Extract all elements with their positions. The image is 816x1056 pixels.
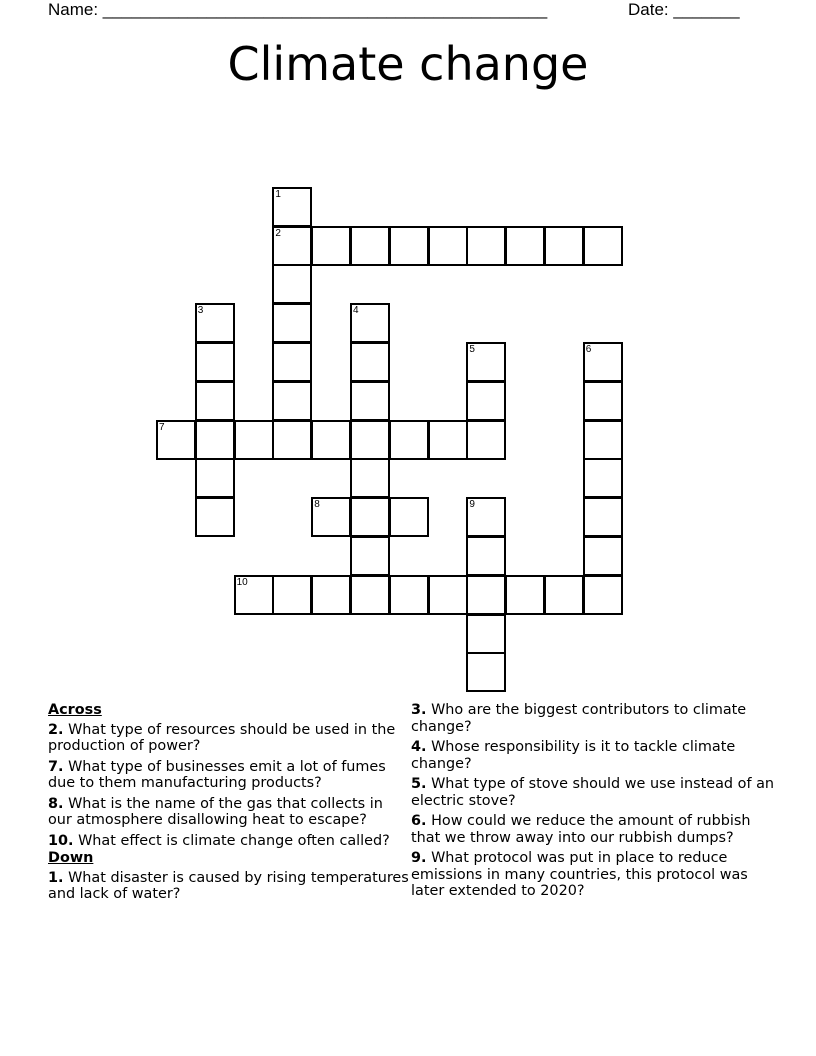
grid-cell[interactable]: [428, 226, 468, 266]
grid-cell[interactable]: [350, 342, 390, 382]
clue-down-5: [411, 776, 781, 809]
grid-cell[interactable]: [583, 420, 623, 460]
clue-text: What effect is climate change often called?: [78, 832, 390, 849]
clue-down-6: [411, 813, 781, 846]
grid-cell[interactable]: [505, 226, 545, 266]
grid-cell[interactable]: [350, 458, 390, 498]
grid-cell[interactable]: [350, 575, 390, 615]
grid-cell[interactable]: [583, 342, 623, 382]
grid-cell[interactable]: [350, 536, 390, 576]
grid-cell[interactable]: [272, 420, 312, 460]
clue-number-label: 6: [585, 344, 592, 355]
grid-cell[interactable]: [505, 575, 545, 615]
grid-cell[interactable]: [544, 226, 584, 266]
clue-text: What type of resources should be used in the production of power?: [48, 721, 396, 754]
clue-number-label: 10: [236, 576, 248, 588]
grid-cell[interactable]: [234, 575, 274, 615]
clue-down-4: [411, 739, 781, 772]
grid-cell[interactable]: [466, 420, 506, 460]
clue-number: 2.: [48, 721, 64, 738]
grid-cell[interactable]: [466, 575, 506, 615]
grid-cell[interactable]: [389, 575, 429, 615]
clue-text: Whose responsibility is it to tackle climate change?: [411, 739, 736, 772]
grid-cell[interactable]: [272, 381, 312, 421]
grid-cell[interactable]: [583, 536, 623, 576]
grid-cell[interactable]: [389, 420, 429, 460]
grid-cell[interactable]: [389, 226, 429, 266]
grid-cell[interactable]: [272, 342, 312, 382]
grid-cell[interactable]: [466, 614, 506, 654]
grid-cell[interactable]: [466, 226, 506, 266]
clue-number: 6.: [411, 813, 427, 829]
clue-number-label: 3: [197, 305, 204, 317]
clue-text: What is the name of the gas that collects in our atmosphere disallowing heat to escape?: [48, 795, 383, 828]
grid-cell[interactable]: [583, 458, 623, 498]
clue-number: 10.: [48, 832, 74, 849]
page-title: Climate change: [227, 37, 589, 91]
grid-cell[interactable]: [583, 381, 623, 421]
grid-cell[interactable]: [466, 381, 506, 421]
grid-cell[interactable]: [195, 497, 235, 537]
grid-cell[interactable]: [272, 303, 312, 343]
clue-number-label: 4: [353, 305, 359, 317]
clue-text: What disaster is caused by rising temperatures and lack of water?: [48, 869, 409, 902]
clue-number-label: 5: [469, 344, 475, 355]
grid-cell[interactable]: [583, 226, 623, 266]
clue-across-7: [48, 759, 410, 792]
grid-cell[interactable]: [272, 575, 312, 615]
across-heading: Across: [48, 702, 102, 718]
clues-right-column: [411, 702, 781, 904]
grid-cell[interactable]: [311, 420, 351, 460]
clue-number-label: 2: [275, 227, 281, 239]
clue-number-label: 1: [275, 188, 281, 200]
clue-number: 9.: [411, 850, 427, 866]
clue-down-3: [411, 702, 781, 735]
grid-cell[interactable]: [272, 187, 312, 227]
grid-cell[interactable]: [350, 381, 390, 421]
grid-cell[interactable]: [466, 536, 506, 576]
grid-cell[interactable]: [350, 226, 390, 266]
grid-cell[interactable]: [466, 342, 506, 382]
clue-number-label: 9: [469, 499, 475, 511]
clue-number-label: 8: [314, 499, 320, 511]
grid-cell[interactable]: [195, 303, 235, 343]
grid-cell[interactable]: [583, 575, 623, 615]
grid-cell[interactable]: [195, 342, 235, 382]
grid-cell[interactable]: [583, 497, 623, 537]
clue-across-8: [48, 796, 410, 829]
grid-cell[interactable]: [311, 575, 351, 615]
grid-cell[interactable]: [311, 226, 351, 266]
clue-number: 4.: [411, 739, 427, 755]
grid-cell[interactable]: [156, 420, 196, 460]
name-field[interactable]: Name: _______________________________________________: [48, 0, 548, 19]
clue-number: 7.: [48, 758, 64, 775]
clue-across-2: [48, 722, 410, 755]
clue-text: How could we reduce the amount of rubbish that we throw away into our rubbish dumps?: [411, 813, 751, 846]
grid-cell[interactable]: [466, 652, 506, 692]
clue-number: 1.: [48, 869, 64, 886]
grid-cell[interactable]: [195, 420, 235, 460]
clue-number-label: 7: [159, 421, 165, 433]
clue-text: What protocol was put in place to reduce emissions in many countries, this protocol was later extended to 2020?: [411, 850, 748, 899]
clue-text: Who are the biggest contributors to climate change?: [411, 702, 747, 735]
grid-cell[interactable]: [272, 264, 312, 304]
date-field[interactable]: Date: _______: [628, 0, 740, 19]
clue-down-1: [48, 870, 410, 903]
grid-cell[interactable]: [544, 575, 584, 615]
clue-number: 8.: [48, 795, 64, 812]
clue-across-10: [48, 833, 410, 850]
grid-cell[interactable]: [428, 575, 468, 615]
clue-number: 5.: [411, 776, 427, 792]
grid-cell[interactable]: [428, 420, 468, 460]
clue-number: 3.: [411, 702, 427, 718]
grid-cell[interactable]: [272, 226, 312, 266]
grid-cell[interactable]: [195, 381, 235, 421]
clue-down-9: [411, 850, 781, 900]
grid-cell[interactable]: [389, 497, 429, 537]
grid-cell[interactable]: [466, 497, 506, 537]
grid-cell[interactable]: [311, 497, 351, 537]
grid-cell[interactable]: [350, 420, 390, 460]
grid-cell[interactable]: [350, 303, 390, 343]
clue-text: What type of businesses emit a lot of fumes due to them manufacturing products?: [48, 758, 386, 791]
grid-cell[interactable]: [195, 458, 235, 498]
down-heading: Down: [48, 850, 94, 866]
clues-left-column: [48, 702, 410, 907]
grid-cell[interactable]: [350, 497, 390, 537]
clue-text: What type of stove should we use instead of an electric stove?: [411, 776, 775, 809]
grid-cell[interactable]: [234, 420, 274, 460]
